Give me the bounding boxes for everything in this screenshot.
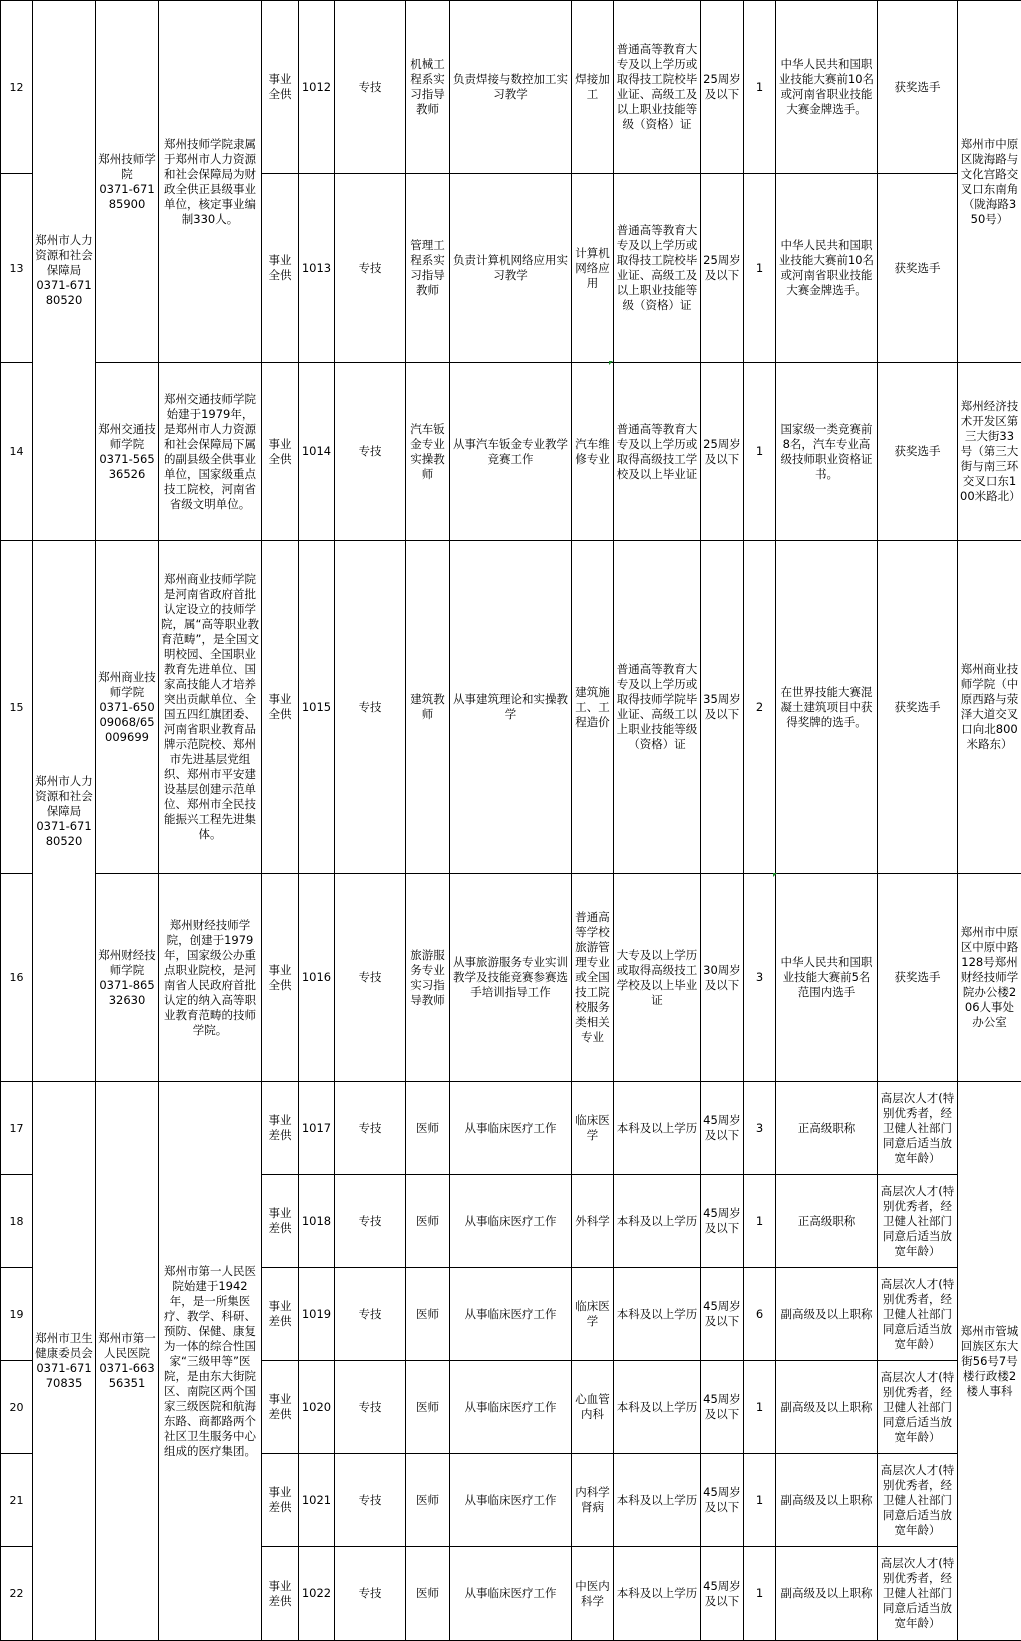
- post-type-cell: 专技: [335, 1, 406, 174]
- education-cell: 普通高等教育大专及以上学历或取得技工院校毕业证、高级工及以上职业技能等级（资格）证: [614, 174, 701, 363]
- education-cell: 大专及以上学历或取得高级技工学校及以上毕业证: [614, 874, 701, 1082]
- duty-cell: 从事临床医疗工作: [450, 1082, 572, 1175]
- major-cell: 临床医学: [572, 1082, 614, 1175]
- seq-cell: 12: [1, 1, 33, 174]
- category-cell: 获奖选手: [878, 363, 958, 541]
- education-cell: 本科及以上学历: [614, 1268, 701, 1361]
- post-name-cell: 医师: [406, 1454, 450, 1547]
- dept-cell: 郑州市卫生健康委员会 0371-67170835: [33, 1082, 96, 1641]
- funding-cell: 事业全供: [262, 174, 299, 363]
- comment-marker-icon: [773, 873, 777, 877]
- condition-cell: 副高级及以上职称: [776, 1454, 878, 1547]
- count-cell: 1: [744, 1175, 776, 1268]
- post-type-cell: 专技: [335, 1175, 406, 1268]
- major-cell: 内科学肾病: [572, 1454, 614, 1547]
- funding-cell: 事业差供: [262, 1454, 299, 1547]
- duty-cell: 从事建筑理论和实操教学: [450, 541, 572, 874]
- education-cell: 本科及以上学历: [614, 1082, 701, 1175]
- duty-cell: 从事临床医疗工作: [450, 1175, 572, 1268]
- age-cell: 30周岁及以下: [701, 874, 744, 1082]
- education-cell: 本科及以上学历: [614, 1175, 701, 1268]
- duty-cell: 负责计算机网络应用实习教学: [450, 174, 572, 363]
- post-type-cell: 专技: [335, 1547, 406, 1641]
- post-type-cell: 专技: [335, 1361, 406, 1454]
- condition-cell: 中华人民共和国职业技能大赛前5名范围内选手: [776, 874, 878, 1082]
- code-cell: 1017: [299, 1082, 335, 1175]
- seq-cell: 17: [1, 1082, 33, 1175]
- age-cell: 45周岁及以下: [701, 1361, 744, 1454]
- post-type-cell: 专技: [335, 1082, 406, 1175]
- post-type-cell: 专技: [335, 1268, 406, 1361]
- code-cell: 1019: [299, 1268, 335, 1361]
- funding-cell: 事业差供: [262, 1547, 299, 1641]
- comment-marker-icon: [609, 361, 613, 365]
- post-type-cell: 专技: [335, 541, 406, 874]
- count-cell: 1: [744, 1361, 776, 1454]
- unit-cell: 郑州市第一人民医院 0371-66356351: [96, 1082, 159, 1641]
- education-cell: 普通高等教育大专及以上学历或取得技师学院毕业证、高级工以上职业技能等级（资格）证: [614, 541, 701, 874]
- post-name-cell: 医师: [406, 1268, 450, 1361]
- code-cell: 1014: [299, 363, 335, 541]
- post-name-cell: 机械工程系实习指导教师: [406, 1, 450, 174]
- major-cell: 普通高等学校旅游管理专业或全国技工院校服务类相关专业: [572, 874, 614, 1082]
- condition-cell: 副高级及以上职称: [776, 1268, 878, 1361]
- funding-cell: 事业差供: [262, 1082, 299, 1175]
- post-type-cell: 专技: [335, 874, 406, 1082]
- post-type-cell: 专技: [335, 363, 406, 541]
- code-cell: 1018: [299, 1175, 335, 1268]
- condition-cell: 在世界技能大赛混凝土建筑项目中获得奖牌的选手。: [776, 541, 878, 874]
- category-cell: 高层次人才(特别优秀者，经卫健人社部门同意后适当放宽年龄）: [878, 1175, 958, 1268]
- address-cell: 郑州市管城回族区东大街56号7号楼行政楼2楼人事科: [958, 1082, 1021, 1641]
- education-cell: 普通高等教育大专及以上学历或取得高级技工学校及以上毕业证: [614, 363, 701, 541]
- major-cell: 计算机网络应用: [572, 174, 614, 363]
- address-cell: 郑州市中原区中原中路128号郑州财经技师学院办公楼206人事处办公室: [958, 874, 1021, 1082]
- code-cell: 1021: [299, 1454, 335, 1547]
- count-cell: 2: [744, 541, 776, 874]
- age-cell: 25周岁及以下: [701, 174, 744, 363]
- duty-cell: 从事临床医疗工作: [450, 1547, 572, 1641]
- condition-cell: 国家级一类竞赛前8名，汽车专业高级技师职业资格证书。: [776, 363, 878, 541]
- table-row: [1, 1082, 1021, 1175]
- code-cell: 1022: [299, 1547, 335, 1641]
- funding-cell: 事业差供: [262, 1175, 299, 1268]
- major-cell: 建筑施工、工程造价: [572, 541, 614, 874]
- table-row: [1, 363, 1021, 541]
- funding-cell: 事业差供: [262, 1361, 299, 1454]
- count-cell: 1: [744, 1, 776, 174]
- major-cell: 心血管内科: [572, 1361, 614, 1454]
- duty-cell: 从事临床医疗工作: [450, 1454, 572, 1547]
- count-cell: 1: [744, 1547, 776, 1641]
- unit-cell: 郑州财经技师学院 0371-86532630: [96, 874, 159, 1082]
- age-cell: 45周岁及以下: [701, 1268, 744, 1361]
- intro-cell: 郑州商业技师学院是河南省政府首批认定设立的技师学院，属“高等职业教育范畴”，是全国文明校园、全国职业教育先进单位、国家高技能人才培养突出贡献单位、全国五四红旗团委、河南省职业教育品牌示范院校、郑州市先进基层党组织、郑州市平安建设基层创建示范单位、郑州市全民技能振兴工程先进集体。: [159, 541, 262, 874]
- post-type-cell: 专技: [335, 1454, 406, 1547]
- duty-cell: 从事旅游服务专业实训教学及技能竞赛参赛选手培训指导工作: [450, 874, 572, 1082]
- dept-cell: 郑州市人力资源和社会保障局 0371-67180520: [33, 541, 96, 1082]
- duty-cell: 从事临床医疗工作: [450, 1361, 572, 1454]
- code-cell: 1012: [299, 1, 335, 174]
- count-cell: 1: [744, 174, 776, 363]
- seq-cell: 14: [1, 363, 33, 541]
- seq-cell: 13: [1, 174, 33, 363]
- condition-cell: 副高级及以上职称: [776, 1361, 878, 1454]
- intro-cell: 郑州市第一人民医院始建于1942年，是一所集医疗、教学、科研、预防、保健、康复为一体的综合性国家“三级甲等”医院，是由东大街院区、南院区两个国家三级医院和航海东路、商都路两个社区卫生服务中心组成的医疗集团。: [159, 1082, 262, 1641]
- post-type-cell: 专技: [335, 174, 406, 363]
- intro-cell: 郑州技师学院隶属于郑州市人力资源和社会保障局为财政全供正县级事业单位，核定事业编制330人。: [159, 1, 262, 363]
- age-cell: 25周岁及以下: [701, 363, 744, 541]
- unit-cell: 郑州商业技师学院 0371-65009068/65009699: [96, 541, 159, 874]
- education-cell: 本科及以上学历: [614, 1454, 701, 1547]
- condition-cell: 正高级职称: [776, 1082, 878, 1175]
- major-cell: 临床医学: [572, 1268, 614, 1361]
- category-cell: 高层次人才(特别优秀者，经卫健人社部门同意后适当放宽年龄）: [878, 1547, 958, 1641]
- count-cell: 3: [744, 874, 776, 1082]
- seq-cell: 22: [1, 1547, 33, 1641]
- duty-cell: 从事汽车钣金专业教学竞赛工作: [450, 363, 572, 541]
- post-name-cell: 医师: [406, 1175, 450, 1268]
- table-row: [1, 874, 1021, 1082]
- post-name-cell: 医师: [406, 1361, 450, 1454]
- count-cell: 6: [744, 1268, 776, 1361]
- code-cell: 1015: [299, 541, 335, 874]
- table-row: [1, 1, 1021, 174]
- code-cell: 1016: [299, 874, 335, 1082]
- age-cell: 45周岁及以下: [701, 1547, 744, 1641]
- duty-cell: 从事临床医疗工作: [450, 1268, 572, 1361]
- address-cell: 郑州市中原区陇海路与文化宫路交叉口东南角（陇海路350号）: [958, 1, 1021, 363]
- category-cell: 高层次人才(特别优秀者，经卫健人社部门同意后适当放宽年龄）: [878, 1361, 958, 1454]
- count-cell: 1: [744, 1454, 776, 1547]
- funding-cell: 事业差供: [262, 1268, 299, 1361]
- category-cell: 高层次人才(特别优秀者，经卫健人社部门同意后适当放宽年龄）: [878, 1454, 958, 1547]
- seq-cell: 21: [1, 1454, 33, 1547]
- funding-cell: 事业全供: [262, 1, 299, 174]
- count-cell: 3: [744, 1082, 776, 1175]
- post-name-cell: 管理工程系实习指导教师: [406, 174, 450, 363]
- intro-cell: 郑州交通技师学院始建于1979年，是郑州市人力资源和社会保障局下属的副县级全供事业单位，国家级重点技工院校，河南省省级文明单位。: [159, 363, 262, 541]
- category-cell: 高层次人才(特别优秀者，经卫健人社部门同意后适当放宽年龄）: [878, 1082, 958, 1175]
- post-name-cell: 医师: [406, 1082, 450, 1175]
- seq-cell: 18: [1, 1175, 33, 1268]
- education-cell: 本科及以上学历: [614, 1361, 701, 1454]
- count-cell: 1: [744, 363, 776, 541]
- post-name-cell: 旅游服务专业实习指导教师: [406, 874, 450, 1082]
- condition-cell: 副高级及以上职称: [776, 1547, 878, 1641]
- category-cell: 高层次人才(特别优秀者，经卫健人社部门同意后适当放宽年龄）: [878, 1268, 958, 1361]
- age-cell: 35周岁及以下: [701, 541, 744, 874]
- seq-cell: 20: [1, 1361, 33, 1454]
- education-cell: 本科及以上学历: [614, 1547, 701, 1641]
- post-name-cell: 汽车钣金专业实操教师: [406, 363, 450, 541]
- condition-cell: 中华人民共和国职业技能大赛前10名或河南省职业技能大赛金牌选手。: [776, 174, 878, 363]
- seq-cell: 19: [1, 1268, 33, 1361]
- duty-cell: 负责焊接与数控加工实习教学: [450, 1, 572, 174]
- age-cell: 45周岁及以下: [701, 1082, 744, 1175]
- intro-cell: 郑州财经技师学院，创建于1979年，国家级公办重点职业院校，是河南省人民政府首批认定的纳入高等职业教育范畴的技师学院。: [159, 874, 262, 1082]
- funding-cell: 事业全供: [262, 874, 299, 1082]
- category-cell: 获奖选手: [878, 874, 958, 1082]
- code-cell: 1013: [299, 174, 335, 363]
- code-cell: 1020: [299, 1361, 335, 1454]
- unit-cell: 郑州交通技师学院 0371-56536526: [96, 363, 159, 541]
- unit-cell: 郑州技师学院 0371-67185900: [96, 1, 159, 363]
- major-cell: 外科学: [572, 1175, 614, 1268]
- category-cell: 获奖选手: [878, 174, 958, 363]
- condition-cell: 正高级职称: [776, 1175, 878, 1268]
- education-cell: 普通高等教育大专及以上学历或取得技工院校毕业证、高级工及以上职业技能等级（资格）证: [614, 1, 701, 174]
- age-cell: 45周岁及以下: [701, 1454, 744, 1547]
- category-cell: 获奖选手: [878, 541, 958, 874]
- seq-cell: 15: [1, 541, 33, 874]
- age-cell: 25周岁及以下: [701, 1, 744, 174]
- condition-cell: 中华人民共和国职业技能大赛前10名或河南省职业技能大赛金牌选手。: [776, 1, 878, 174]
- post-name-cell: 建筑教师: [406, 541, 450, 874]
- address-cell: 郑州商业技师学院（中原西路与荥泽大道交叉口向北800米路东）: [958, 541, 1021, 874]
- category-cell: 获奖选手: [878, 1, 958, 174]
- major-cell: 中医内科学: [572, 1547, 614, 1641]
- funding-cell: 事业全供: [262, 363, 299, 541]
- funding-cell: 事业全供: [262, 541, 299, 874]
- post-name-cell: 医师: [406, 1547, 450, 1641]
- major-cell: 汽车维修专业: [572, 363, 614, 541]
- address-cell: 郑州经济技术开发区第三大街33号（第三大街与南三环交叉口东100米路北）: [958, 363, 1021, 541]
- age-cell: 45周岁及以下: [701, 1175, 744, 1268]
- major-cell: 焊接加工: [572, 1, 614, 174]
- seq-cell: 16: [1, 874, 33, 1082]
- dept-cell: 郑州市人力资源和社会保障局 0371-67180520: [33, 1, 96, 541]
- table-row: [1, 541, 1021, 874]
